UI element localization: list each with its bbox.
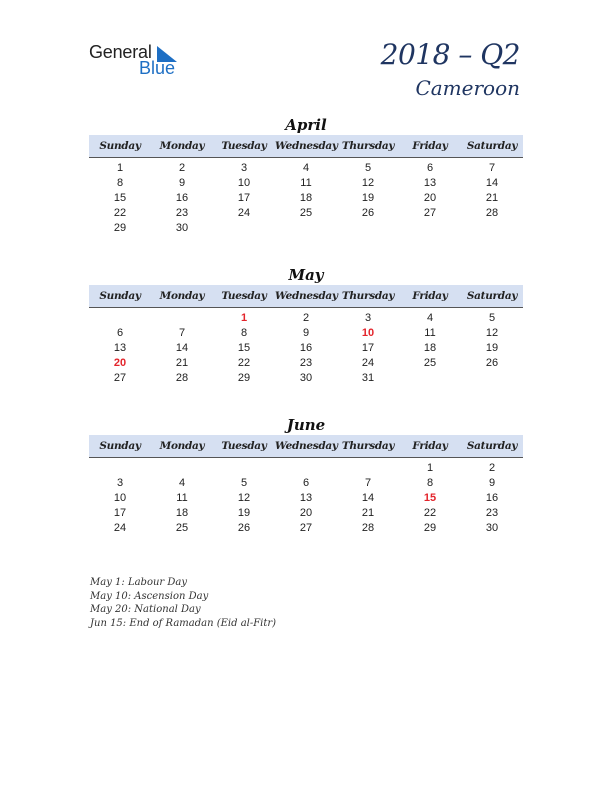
day-cell: 23 [175, 207, 189, 219]
day-cell: 15 [423, 492, 437, 504]
empty-day-cell [89, 461, 151, 476]
empty-day-cell [461, 221, 523, 236]
day-cell: 6 [426, 162, 434, 174]
day-cell: 24 [237, 207, 251, 219]
day-cell: 12 [361, 177, 375, 189]
day-cell: 26 [485, 357, 499, 369]
day-cell: 28 [175, 372, 189, 384]
weekday-label: Monday [159, 440, 205, 452]
month-title: June [286, 416, 326, 434]
weekday-label: Wednesday [275, 140, 338, 152]
day-cell: 9 [178, 177, 186, 189]
day-cell: 15 [237, 342, 251, 354]
empty-day-cell [399, 371, 461, 386]
day-cell: 21 [361, 507, 375, 519]
holiday-note: Jun 15: End of Ramadan (Eid al-Fitr) [90, 617, 277, 629]
day-cell: 13 [113, 342, 127, 354]
weekday-label: Tuesday [221, 140, 267, 152]
weekday-header [89, 435, 523, 458]
day-grid [89, 308, 523, 386]
day-cell: 26 [237, 522, 251, 534]
empty-day-cell [337, 461, 399, 476]
logo-text-blue: Blue [139, 58, 176, 78]
day-cell: 7 [364, 477, 372, 489]
day-cell: 6 [302, 477, 310, 489]
weekday-label: Friday [412, 440, 448, 452]
day-cell: 18 [299, 192, 313, 204]
day-cell: 10 [113, 492, 127, 504]
day-cell: 18 [175, 507, 189, 519]
weekday-label: Tuesday [221, 440, 267, 452]
weekday-label: Thursday [341, 440, 395, 452]
day-cell: 23 [485, 507, 499, 519]
day-grid [89, 458, 523, 536]
day-cell: 14 [485, 177, 499, 189]
day-cell: 30 [485, 522, 499, 534]
weekday-label: Sunday [99, 290, 141, 302]
day-cell: 24 [361, 357, 375, 369]
day-cell: 20 [113, 357, 127, 369]
day-cell: 20 [423, 192, 437, 204]
country-name: Cameroon [415, 76, 520, 100]
day-cell: 3 [240, 162, 248, 174]
logo-text-general: General [89, 42, 152, 62]
weekday-label: Monday [159, 290, 205, 302]
weekday-label: Saturday [466, 290, 518, 302]
empty-day-cell [275, 461, 337, 476]
day-cell: 2 [302, 312, 310, 324]
day-cell: 9 [302, 327, 310, 339]
day-cell: 29 [423, 522, 437, 534]
weekday-label: Saturday [466, 440, 518, 452]
quarter-title: 2018 – Q2 [380, 38, 520, 71]
day-cell: 27 [299, 522, 313, 534]
weekday-label: Wednesday [275, 290, 338, 302]
day-cell: 4 [178, 477, 186, 489]
weekday-label: Friday [412, 290, 448, 302]
empty-day-cell [337, 221, 399, 236]
day-cell: 5 [488, 312, 496, 324]
generalblue-logo [89, 42, 189, 78]
day-cell: 19 [237, 507, 251, 519]
empty-day-cell [151, 311, 213, 326]
weekday-label: Sunday [99, 440, 141, 452]
holiday-note: May 10: Ascension Day [90, 590, 209, 602]
day-cell: 2 [178, 162, 186, 174]
day-cell: 11 [300, 177, 312, 189]
day-cell: 25 [299, 207, 313, 219]
day-cell: 17 [237, 192, 251, 204]
day-cell: 1 [116, 162, 124, 174]
day-cell: 8 [240, 327, 248, 339]
day-cell: 20 [299, 507, 313, 519]
weekday-label: Tuesday [221, 290, 267, 302]
day-cell: 31 [361, 372, 375, 384]
day-grid [89, 158, 523, 236]
day-cell: 6 [116, 327, 124, 339]
day-cell: 3 [364, 312, 372, 324]
day-cell: 13 [299, 492, 313, 504]
day-cell: 27 [423, 207, 437, 219]
day-cell: 8 [116, 177, 124, 189]
day-cell: 13 [423, 177, 437, 189]
day-cell: 8 [426, 477, 434, 489]
day-cell: 19 [485, 342, 499, 354]
day-cell: 11 [176, 492, 188, 504]
day-cell: 4 [302, 162, 310, 174]
month-may [89, 265, 523, 386]
day-cell: 14 [361, 492, 375, 504]
day-cell: 12 [237, 492, 251, 504]
month-title: May [288, 266, 324, 284]
empty-day-cell [461, 371, 523, 386]
day-cell: 27 [113, 372, 127, 384]
month-june [89, 415, 523, 536]
day-cell: 22 [113, 207, 127, 219]
day-cell: 17 [113, 507, 127, 519]
day-cell: 19 [361, 192, 375, 204]
empty-day-cell [399, 221, 461, 236]
day-cell: 1 [240, 312, 248, 324]
holiday-note: May 20: National Day [90, 604, 201, 615]
day-cell: 26 [361, 207, 375, 219]
day-cell: 29 [113, 222, 127, 234]
day-cell: 30 [175, 222, 189, 234]
weekday-label: Wednesday [275, 440, 338, 452]
day-cell: 9 [488, 477, 496, 489]
empty-day-cell [213, 461, 275, 476]
day-cell: 10 [361, 327, 375, 339]
empty-day-cell [213, 221, 275, 236]
day-cell: 5 [240, 477, 248, 489]
day-cell: 21 [485, 192, 499, 204]
day-cell: 12 [485, 327, 499, 339]
empty-day-cell [89, 311, 151, 326]
day-cell: 29 [237, 372, 251, 384]
day-cell: 25 [423, 357, 437, 369]
weekday-label: Saturday [466, 140, 518, 152]
day-cell: 14 [175, 342, 189, 354]
day-cell: 1 [426, 462, 434, 474]
weekday-label: Thursday [341, 140, 395, 152]
weekday-label: Friday [412, 140, 448, 152]
day-cell: 4 [426, 312, 434, 324]
weekday-label: Sunday [99, 140, 141, 152]
day-cell: 3 [116, 477, 124, 489]
day-cell: 11 [424, 327, 436, 339]
day-cell: 22 [237, 357, 251, 369]
day-cell: 16 [175, 192, 189, 204]
weekday-label: Monday [159, 140, 205, 152]
weekday-header [89, 285, 523, 308]
empty-day-cell [151, 461, 213, 476]
day-cell: 5 [364, 162, 372, 174]
day-cell: 16 [299, 342, 313, 354]
month-april [89, 115, 523, 236]
day-cell: 15 [113, 192, 127, 204]
day-cell: 21 [175, 357, 189, 369]
holiday-note: May 1: Labour Day [90, 577, 187, 588]
weekday-header [89, 135, 523, 158]
day-cell: 22 [423, 507, 437, 519]
day-cell: 10 [237, 177, 251, 189]
day-cell: 30 [299, 372, 313, 384]
holiday-notes [90, 576, 276, 630]
weekday-label: Thursday [341, 290, 395, 302]
empty-day-cell [275, 221, 337, 236]
month-title: April [285, 116, 327, 134]
day-cell: 18 [423, 342, 437, 354]
day-cell: 16 [485, 492, 499, 504]
day-cell: 2 [488, 462, 496, 474]
day-cell: 25 [175, 522, 189, 534]
day-cell: 28 [485, 207, 499, 219]
day-cell: 24 [113, 522, 127, 534]
day-cell: 28 [361, 522, 375, 534]
day-cell: 23 [299, 357, 313, 369]
day-cell: 7 [178, 327, 186, 339]
day-cell: 7 [488, 162, 496, 174]
day-cell: 17 [361, 342, 375, 354]
